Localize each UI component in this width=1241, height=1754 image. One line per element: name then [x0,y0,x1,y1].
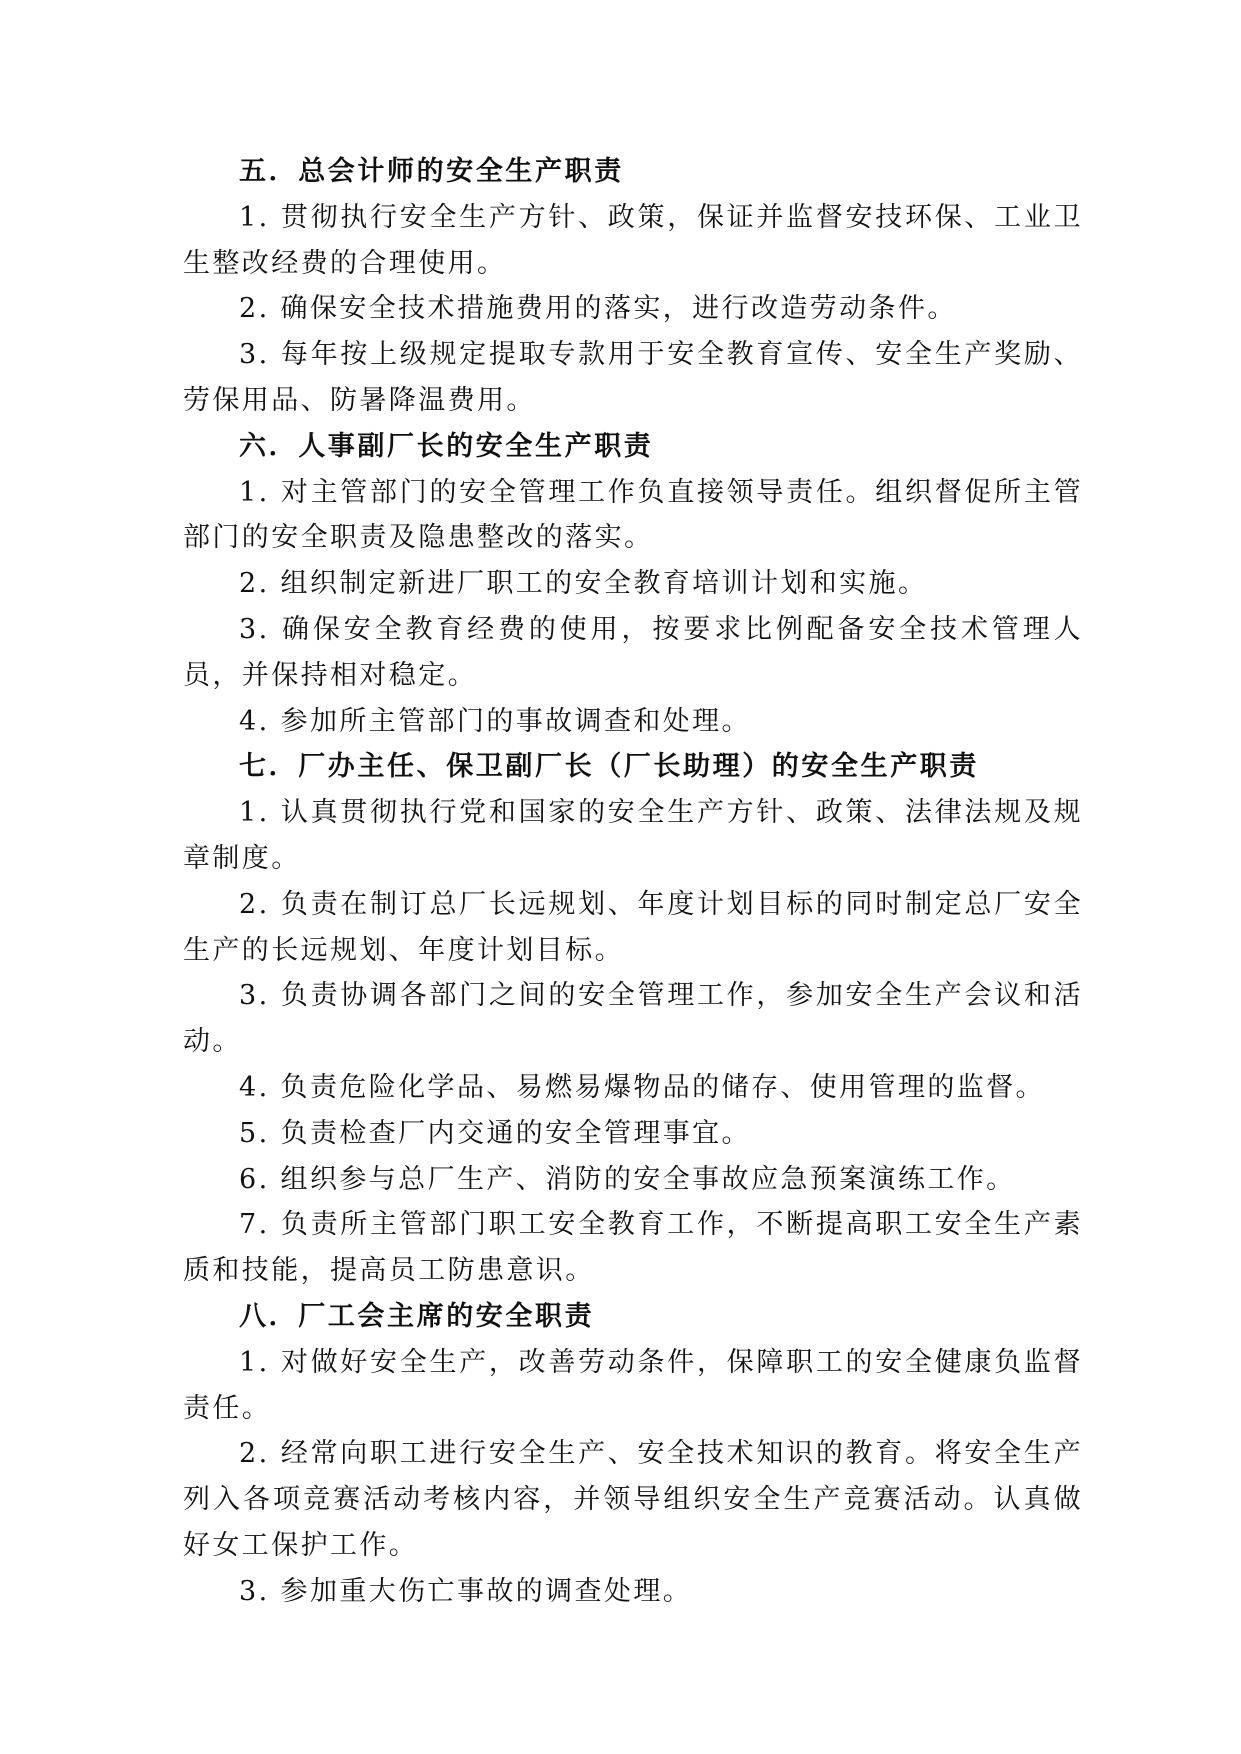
list-item: 1. 对做好安全生产，改善劳动条件，保障职工的安全健康负监督责任。 [183,1346,1083,1424]
list-item: 4. 参加所主管部门的事故调查和处理。 [239,705,751,737]
list-item: 1. 对主管部门的安全管理工作负直接领导责任。组织督促所主管部门的安全职责及隐患整改的落实。 [183,476,1083,554]
list-item: 3. 负责协调各部门之间的安全管理工作，参加安全生产会议和活动。 [183,980,1083,1058]
section-union-chairman [183,1294,1083,1615]
section-heading: 八．厂工会主席的安全职责 [239,1300,595,1332]
document-body [183,149,1083,1615]
section-chief-accountant [183,149,1083,424]
list-item: 2. 负责在制订总厂长远规划、年度计划目标的同时制定总厂安全生产的长远规划、年度计划目标。 [183,888,1083,966]
list-item: 3. 每年按上级规定提取专款用于安全教育宣传、安全生产奖励、劳保用品、防暑降温费用。 [183,339,1083,416]
list-item: 2. 经常向职工进行安全生产、安全技术知识的教育。将安全生产列入各项竞赛活动考核内容，并领导组织安全生产竞赛活动。认真做好女工保护工作。 [183,1438,1083,1561]
list-item: 2. 确保安全技术措施费用的落实，进行改造劳动条件。 [239,293,957,325]
list-item: 5. 负责检查厂内交通的安全管理事宜。 [239,1117,751,1149]
section-heading: 七．厂办主任、保卫副厂长（厂长助理）的安全生产职责 [239,751,979,783]
section-heading: 六．人事副厂长的安全生产职责 [239,430,654,462]
list-item: 7. 负责所主管部门职工安全教育工作，不断提高职工安全生产素质和技能，提高员工防患意识。 [183,1209,1083,1287]
section-hr-deputy-director [183,424,1083,745]
list-item: 4. 负责危险化学品、易燃易爆物品的储存、使用管理的监督。 [239,1071,1045,1103]
section-office-director-security [183,744,1083,1294]
list-item: 2. 组织制定新进厂职工的安全教育培训计划和实施。 [239,568,928,600]
section-heading: 五．总会计师的安全生产职责 [239,156,624,187]
list-item: 1. 贯彻执行安全生产方针、政策，保证并监督安技环保、工业卫生整改经费的合理使用。 [183,201,1083,279]
list-item: 3. 确保安全教育经费的使用，按要求比例配备安全技术管理人员，并保持相对稳定。 [183,613,1083,691]
list-item: 6. 组织参与总厂生产、消防的安全事故应急预案演练工作。 [239,1163,1016,1195]
list-item: 1. 认真贯彻执行党和国家的安全生产方针、政策、法律法规及规章制度。 [183,797,1083,874]
list-item: 3. 参加重大伤亡事故的调查处理。 [239,1575,693,1607]
